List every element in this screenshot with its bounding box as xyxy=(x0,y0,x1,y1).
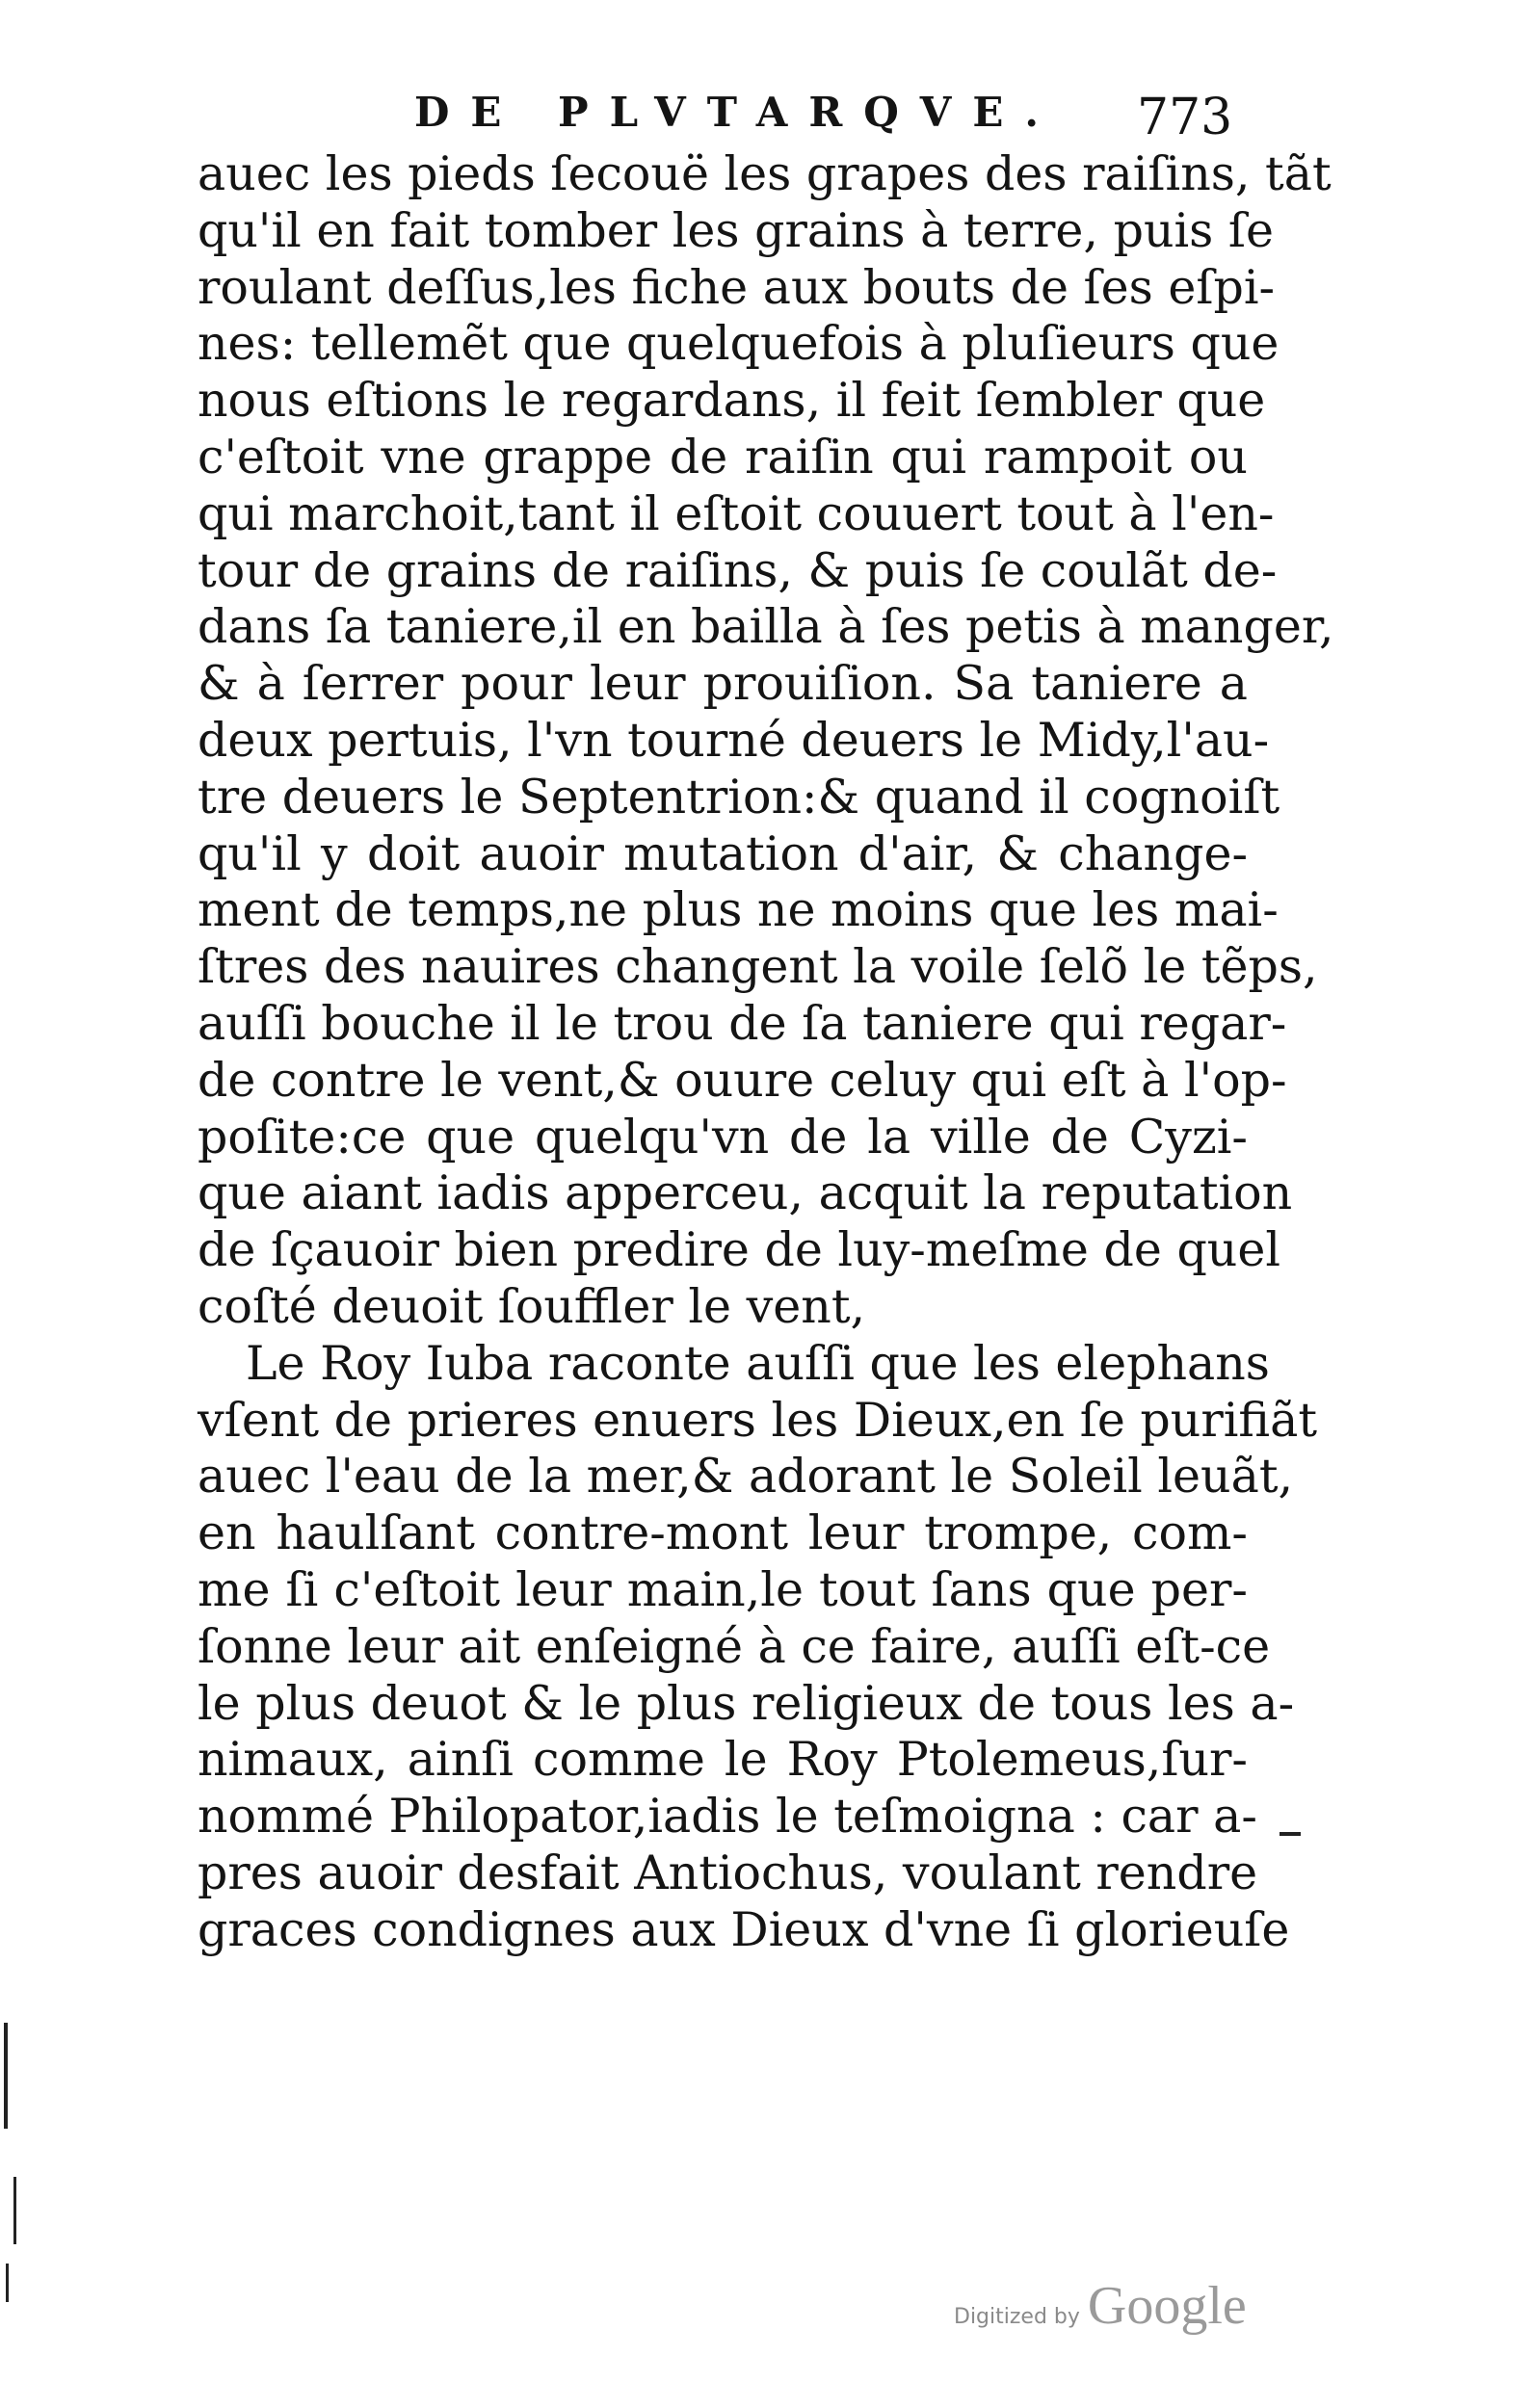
running-head: DE PLVTARQVE. xyxy=(414,89,1061,136)
text-line-5: nous eſtions le regardans, il feit ſembler que xyxy=(198,373,1266,429)
text-line-20: de ſçauoir bien predire de luy-meſme de quel xyxy=(198,1222,1281,1278)
text-line-7: qui marchoit,tant il eſtoit couuert tout à l'en- xyxy=(198,485,1275,541)
text-line-16: auſſi bouche il le trou de ſa taniere qui regar- xyxy=(198,995,1287,1051)
digitized-label: Digitized by xyxy=(954,2305,1080,2329)
text-line-19: que aiant iadis apperceu, acquit la reputation xyxy=(198,1165,1293,1221)
margin-tick-right xyxy=(1279,1832,1301,1836)
text-line-13: qu'il y doit auoir mutation d'air, & change- xyxy=(198,825,1248,881)
text-line-6: c'eſtoit vne grappe de raiſin qui rampoit ou xyxy=(198,429,1248,484)
text-line-22: Le Roy Iuba raconte auſſi que les elephans xyxy=(246,1335,1270,1391)
binding-mark-left-3 xyxy=(6,2264,9,2302)
text-line-25: en haulſant contre-mont leur trompe, com- xyxy=(198,1505,1248,1561)
text-line-11: deux pertuis, l'vn tourné deuers le Midy,l'au- xyxy=(198,712,1270,768)
text-line-2: qu'il en fait tomber les grains à terre, puis ſe xyxy=(198,202,1275,258)
text-line-4: nes: tellemẽt que quelquefois à pluſieurs que xyxy=(198,316,1279,372)
text-line-32: graces condignes aux Dieux d'vne ſi glorieuſe xyxy=(198,1901,1290,1957)
text-line-31: pres auoir desfait Antiochus, voulant rendre xyxy=(198,1845,1258,1900)
text-line-27: ſonne leur ait enſeigné à ce faire, auſſi eſt-ce xyxy=(198,1618,1271,1674)
text-line-9: dans ſa taniere,il en bailla à ſes petis à manger, xyxy=(198,599,1334,655)
binding-mark-left-2 xyxy=(13,2177,16,2244)
binding-mark-left-1 xyxy=(4,2023,8,2129)
google-logo: Google xyxy=(1087,2276,1247,2336)
digitized-watermark xyxy=(954,2275,1247,2337)
text-line-17: de contre le vent,& ouure celuy qui eſt à l'op- xyxy=(198,1052,1287,1108)
text-line-24: auec l'eau de la mer,& adorant le Soleil leuãt, xyxy=(198,1449,1294,1505)
text-line-8: tour de grains de raiſins, & puis ſe coulãt de- xyxy=(198,542,1278,598)
text-line-29: nimaux, ainſi comme le Roy Ptolemeus,ſur- xyxy=(198,1732,1248,1788)
text-line-26: me ſi c'eſtoit leur main,le tout ſans que per- xyxy=(198,1561,1248,1617)
text-line-30: nommé Philopator,iadis le teſmoigna : car a- xyxy=(198,1789,1257,1845)
text-line-1: auec les pieds ſecouë les grapes des raiſins, tãt xyxy=(198,146,1332,201)
text-line-28: le plus deuot & le plus religieux de tous les a- xyxy=(198,1675,1295,1731)
text-line-10: & à ſerrer pour leur prouiſion. Sa taniere a xyxy=(198,656,1248,712)
text-line-12: tre deuers le Septentrion:& quand il cognoiſt xyxy=(198,769,1280,824)
body-text xyxy=(198,146,1334,1959)
text-line-15: ſtres des nauires changent la voile ſelõ le tẽps, xyxy=(198,939,1318,995)
text-line-3: roulant deſſus,les fiche aux bouts de ſes eſpi- xyxy=(198,259,1276,315)
text-line-23: vſent de prieres enuers les Dieux,en ſe purifiãt xyxy=(198,1392,1318,1448)
text-line-21: coſté deuoit ſouffler le vent, xyxy=(198,1278,866,1334)
text-line-14: ment de temps,ne plus ne moins que les mai- xyxy=(198,882,1279,938)
page-number: 773 xyxy=(1137,89,1233,146)
text-line-18: poſite:ce que quelqu'vn de la ville de Cyzi- xyxy=(198,1109,1248,1165)
